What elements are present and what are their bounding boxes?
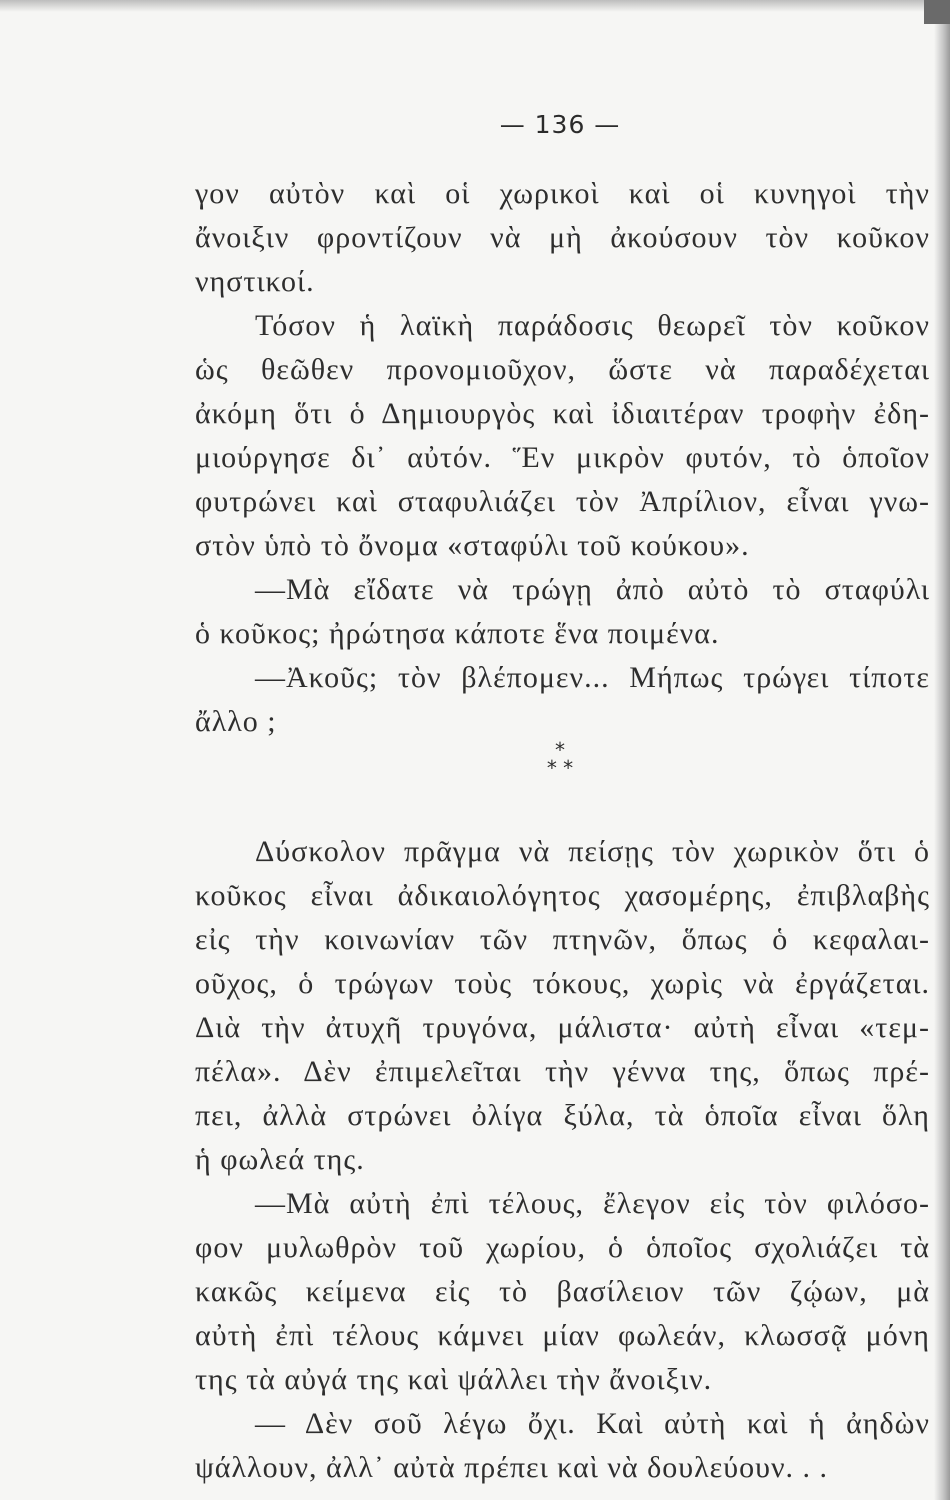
text-line: γον αὐτὸν καὶ οἱ χωρικοὶ καὶ οἱ κυνηγοὶ τὴν	[195, 177, 930, 210]
text-line: ἄλλο ;	[195, 705, 277, 738]
text-line: —Ἀκοῦς; τὸν βλέπομεν... Μήπως τρώγει τίποτε	[255, 661, 930, 694]
text-line: κακῶς κείμενα εἰς τὸ βασίλειον τῶν ζῴων, μὰ	[195, 1275, 930, 1308]
text-line: εἰς τὴν κοινωνίαν τῶν πτηνῶν, ὅπως ὁ κεφαλαι-	[195, 923, 930, 956]
text-line: αὐτὴ ἐπὶ τέλους κάμνει μίαν φωλεάν, κλωσσᾷ μόνη	[195, 1319, 930, 1352]
text-line: πει, ἀλλὰ στρώνει ὀλίγα ξύλα, τὰ ὁποῖα εἶναι ὅλη	[195, 1099, 930, 1132]
text-line: στὸν ὑπὸ τὸ ὄνομα «σταφύλι τοῦ κούκου».	[195, 529, 750, 562]
text-line: της τὰ αὐγά της καὶ ψάλλει τὴν ἄνοιξιν.	[195, 1363, 713, 1396]
text-line: κοῦκος εἶναι ἀδικαιολόγητος χασομέρης, ἐπιβλαβὴς	[195, 879, 930, 912]
page-top-edge	[0, 0, 950, 12]
text-line: ὁ κοῦκος; ἠρώτησα κάποτε ἕνα ποιμένα.	[195, 617, 720, 650]
text-line: ψάλλουν, ἀλλ᾽ αὐτὰ πρέπει καὶ νὰ δουλεύουν. . .	[195, 1451, 829, 1484]
text-line: —Μὰ εἴδατε νὰ τρώγῃ ἀπὸ αὐτὸ τὸ σταφύλι	[255, 573, 930, 606]
scan-corner	[924, 0, 950, 24]
text-line: ἀκόμη ὅτι ὁ Δημιουργὸς καὶ ἰδιαιτέραν τροφὴν ἐδη-	[195, 397, 930, 430]
text-line: —Μὰ αὐτὴ ἐπὶ τέλους, ἔλεγον εἰς τὸν φιλόσο-	[255, 1187, 930, 1220]
page-number: — 136 —	[499, 110, 621, 139]
text-line: νηστικοί.	[195, 265, 315, 298]
text-line: φυτρώνει καὶ σταφυλιάζει τὸν Ἀπρίλιον, εἶναι γνω-	[195, 485, 930, 518]
text-line: — Δὲν σοῦ λέγω ὄχι. Καὶ αὐτὴ καὶ ἡ ἀηδὼν	[255, 1407, 930, 1440]
text-line: πέλα». Δὲν ἐπιμελεῖται τὴν γέννα της, ὅπως πρέ-	[195, 1055, 930, 1088]
text-line: ὡς θεῶθεν προνομιοῦχον, ὥστε νὰ παραδέχεται	[195, 353, 930, 386]
text-line: μιούργησε δι᾽ αὐτόν. Ἕν μικρὸν φυτόν, τὸ ὁποῖον	[195, 441, 930, 474]
text-line: φον μυλωθρὸν τοῦ χωρίου, ὁ ὁποῖος σχολιάζει τὰ	[195, 1231, 930, 1264]
text-line: Δύσκολον πρᾶγμα νὰ πείσῃς τὸν χωρικὸν ὅτι ὁ	[255, 835, 930, 868]
section-break-star: *	[555, 738, 565, 762]
text-line: ἄνοιξιν φροντίζουν νὰ μὴ ἀκούσουν τὸν κοῦκον	[195, 221, 930, 254]
text-line: Διὰ τὴν ἀτυχῆ τρυγόνα, μάλιστα· αὐτὴ εἶναι «τεμ-	[195, 1011, 930, 1044]
section-break-stars: * *	[546, 756, 574, 780]
text-line: ἡ φωλεά της.	[195, 1143, 365, 1176]
text-line: Τόσον ἡ λαϊκὴ παράδοσις θεωρεῖ τὸν κοῦκον	[255, 309, 930, 342]
text-line: οῦχος, ὁ τρώγων τοὺς τόκους, χωρὶς νὰ ἐργάζεται.	[195, 967, 930, 1000]
